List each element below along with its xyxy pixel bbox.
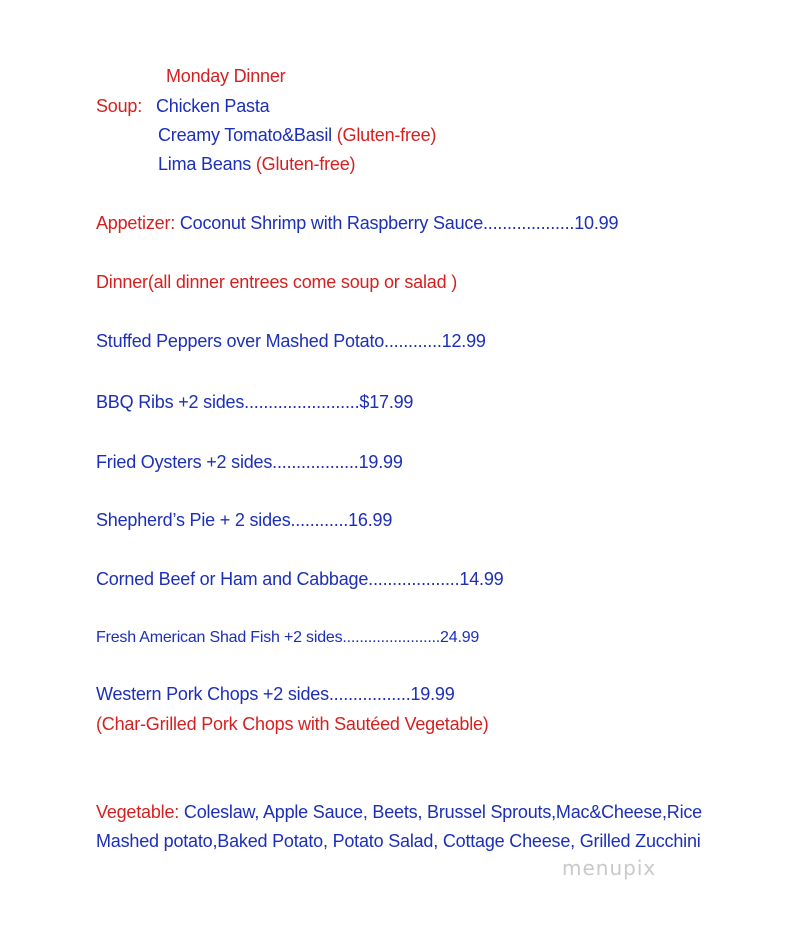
appetizer-label: Appetizer:: [96, 213, 176, 233]
page-title: Monday Dinner: [166, 66, 286, 86]
soup-item-name: Lima Beans: [158, 154, 252, 174]
soup-item-name: Chicken Pasta: [156, 96, 270, 116]
pork-chop-note: (Char-Grilled Pork Chops with Sautéed Vegetable): [96, 714, 489, 734]
soup-item-note: (Gluten-free): [336, 125, 437, 145]
entree-item: Stuffed Peppers over Mashed Potato............12.99: [96, 331, 486, 351]
soup-line-1: [96, 95, 270, 117]
appetizer-text: Coconut Shrimp with Raspberry Sauce...................10.99: [179, 213, 619, 233]
entree-item: BBQ Ribs +2 sides........................$17.99: [96, 392, 414, 412]
soup-label: Soup:: [96, 96, 143, 116]
soup-item-note: (Gluten-free): [255, 154, 356, 174]
dinner-heading: Dinner(all dinner entrees come soup or salad ): [96, 272, 457, 292]
soup-line-3: [158, 153, 355, 175]
vegetable-label: Vegetable:: [96, 802, 180, 822]
appetizer-line: [96, 212, 618, 234]
entree-item: Fresh American Shad Fish +2 sides.......................24.99: [96, 629, 480, 646]
entree-item: Fried Oysters +2 sides..................19.99: [96, 452, 403, 472]
vegetable-line-1: [96, 801, 702, 823]
watermark: menupix: [562, 856, 657, 880]
vegetable-line-2: Mashed potato,Baked Potato, Potato Salad, Cottage Cheese, Grilled Zucchini: [96, 831, 701, 851]
soup-line-2: [158, 124, 436, 146]
entree-item: Corned Beef or Ham and Cabbage...................14.99: [96, 569, 504, 589]
entree-item: Western Pork Chops +2 sides.................19.99: [96, 684, 455, 704]
entree-item: Shepherd’s Pie + 2 sides............16.99: [96, 510, 393, 530]
vegetable-list: Coleslaw, Apple Sauce, Beets, Brussel Sprouts,Mac&Cheese,Rice: [183, 802, 702, 822]
soup-item-name: Creamy Tomato&Basil: [158, 125, 332, 145]
